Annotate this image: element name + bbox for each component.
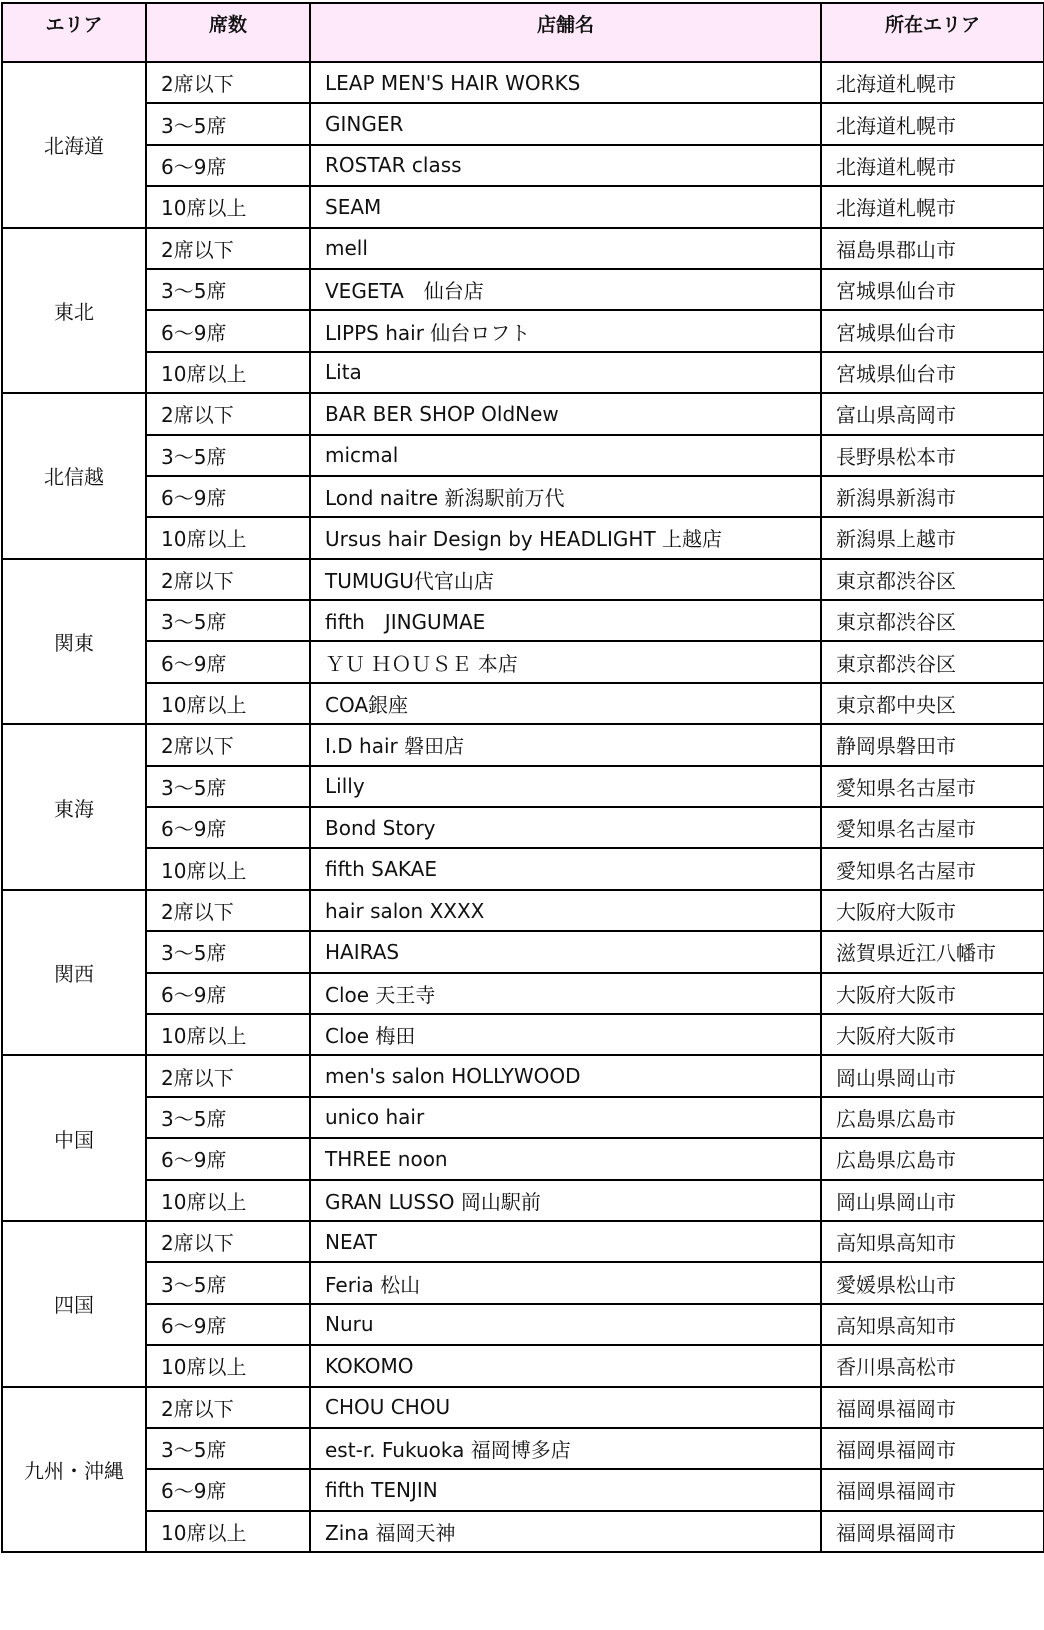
seats-cell: 2席以下	[146, 393, 310, 434]
store-name-cell: KOKOMO	[310, 1345, 821, 1386]
table-row	[2, 1262, 1044, 1303]
seats-cell: 6～9席	[146, 145, 310, 186]
store-name-cell: Cloe 天王寺	[310, 973, 821, 1014]
location-cell: 新潟県新潟市	[821, 476, 1044, 517]
seats-cell: 2席以下	[146, 1387, 310, 1428]
store-name-cell: Feria 松山	[310, 1262, 821, 1303]
table-row	[2, 683, 1044, 724]
location-cell: 福岡県福岡市	[821, 1469, 1044, 1510]
table-row	[2, 600, 1044, 641]
location-cell: 愛知県名古屋市	[821, 848, 1044, 889]
seats-cell: 10席以上	[146, 186, 310, 227]
store-name-cell: fifth JINGUMAE	[310, 600, 821, 641]
location-cell: 北海道札幌市	[821, 103, 1044, 144]
seats-cell: 3～5席	[146, 103, 310, 144]
table-row	[2, 848, 1044, 889]
table-row	[2, 973, 1044, 1014]
area-cell: 東海	[2, 724, 146, 890]
location-cell: 宮城県仙台市	[821, 352, 1044, 393]
store-name-cell: hair salon XXXX	[310, 890, 821, 931]
location-cell: 長野県松本市	[821, 435, 1044, 476]
table-row	[2, 1304, 1044, 1345]
store-name-cell: Ursus hair Design by HEADLIGHT 上越店	[310, 517, 821, 558]
table-row	[2, 1180, 1044, 1221]
location-cell: 福岡県福岡市	[821, 1511, 1044, 1552]
table-body	[2, 62, 1044, 1552]
header-area: エリア	[2, 3, 146, 62]
store-name-cell: BAR BER SHOP OldNew	[310, 393, 821, 434]
seats-cell: 10席以上	[146, 1180, 310, 1221]
location-cell: 岡山県岡山市	[821, 1180, 1044, 1221]
table-row	[2, 641, 1044, 682]
table-row	[2, 310, 1044, 351]
table-row	[2, 1511, 1044, 1552]
table-row	[2, 1345, 1044, 1386]
salon-table	[1, 2, 1044, 1553]
location-cell: 福島県郡山市	[821, 228, 1044, 269]
area-cell: 関東	[2, 559, 146, 725]
store-name-cell: est-r. Fukuoka 福岡博多店	[310, 1428, 821, 1469]
seats-cell: 2席以下	[146, 228, 310, 269]
header-store-name: 店舗名	[310, 3, 821, 62]
area-cell: 中国	[2, 1055, 146, 1221]
table-row	[2, 890, 1044, 931]
location-cell: 広島県広島市	[821, 1097, 1044, 1138]
seats-cell: 3～5席	[146, 1428, 310, 1469]
seats-cell: 10席以上	[146, 848, 310, 889]
location-cell: 愛知県名古屋市	[821, 766, 1044, 807]
table-row	[2, 724, 1044, 765]
location-cell: 宮城県仙台市	[821, 269, 1044, 310]
location-cell: 広島県広島市	[821, 1138, 1044, 1179]
location-cell: 大阪府大阪市	[821, 1014, 1044, 1055]
table-row	[2, 393, 1044, 434]
seats-cell: 3～5席	[146, 931, 310, 972]
area-cell: 東北	[2, 228, 146, 394]
header-location: 所在エリア	[821, 3, 1044, 62]
area-cell: 北海道	[2, 62, 146, 228]
location-cell: 大阪府大阪市	[821, 890, 1044, 931]
table-row	[2, 476, 1044, 517]
store-name-cell: GRAN LUSSO 岡山駅前	[310, 1180, 821, 1221]
seats-cell: 3～5席	[146, 1097, 310, 1138]
table-row	[2, 1014, 1044, 1055]
location-cell: 香川県高松市	[821, 1345, 1044, 1386]
seats-cell: 6～9席	[146, 1138, 310, 1179]
seats-cell: 3～5席	[146, 766, 310, 807]
store-name-cell: SEAM	[310, 186, 821, 227]
seats-cell: 6～9席	[146, 1469, 310, 1510]
location-cell: 北海道札幌市	[821, 145, 1044, 186]
table-row	[2, 1138, 1044, 1179]
table-row	[2, 1055, 1044, 1096]
store-name-cell: unico hair	[310, 1097, 821, 1138]
store-name-cell: mell	[310, 228, 821, 269]
location-cell: 新潟県上越市	[821, 517, 1044, 558]
store-name-cell: GINGER	[310, 103, 821, 144]
seats-cell: 2席以下	[146, 62, 310, 103]
location-cell: 高知県高知市	[821, 1304, 1044, 1345]
location-cell: 福岡県福岡市	[821, 1428, 1044, 1469]
area-cell: 九州・沖縄	[2, 1387, 146, 1553]
table-row	[2, 435, 1044, 476]
location-cell: 東京都中央区	[821, 683, 1044, 724]
store-name-cell: Cloe 梅田	[310, 1014, 821, 1055]
location-cell: 静岡県磐田市	[821, 724, 1044, 765]
store-name-cell: COA銀座	[310, 683, 821, 724]
seats-cell: 10席以上	[146, 352, 310, 393]
table-row	[2, 766, 1044, 807]
store-name-cell: Bond Story	[310, 807, 821, 848]
table-row	[2, 269, 1044, 310]
seats-cell: 6～9席	[146, 807, 310, 848]
area-cell: 関西	[2, 890, 146, 1056]
table-row	[2, 103, 1044, 144]
store-name-cell: Zina 福岡天神	[310, 1511, 821, 1552]
seats-cell: 3～5席	[146, 600, 310, 641]
seats-cell: 2席以下	[146, 1055, 310, 1096]
store-name-cell: I.D hair 磐田店	[310, 724, 821, 765]
area-cell: 四国	[2, 1221, 146, 1387]
seats-cell: 10席以上	[146, 683, 310, 724]
location-cell: 滋賀県近江八幡市	[821, 931, 1044, 972]
location-cell: 北海道札幌市	[821, 62, 1044, 103]
area-cell: 北信越	[2, 393, 146, 559]
table-row	[2, 145, 1044, 186]
table-row	[2, 352, 1044, 393]
table-row	[2, 62, 1044, 103]
table-row	[2, 807, 1044, 848]
location-cell: 宮城県仙台市	[821, 310, 1044, 351]
table-row	[2, 931, 1044, 972]
location-cell: 東京都渋谷区	[821, 600, 1044, 641]
seats-cell: 6～9席	[146, 310, 310, 351]
seats-cell: 6～9席	[146, 973, 310, 1014]
store-name-cell: VEGETA 仙台店	[310, 269, 821, 310]
store-name-cell: TUMUGU代官山店	[310, 559, 821, 600]
location-cell: 北海道札幌市	[821, 186, 1044, 227]
table-row	[2, 1469, 1044, 1510]
seats-cell: 6～9席	[146, 476, 310, 517]
seats-cell: 2席以下	[146, 724, 310, 765]
seats-cell: 3～5席	[146, 435, 310, 476]
location-cell: 岡山県岡山市	[821, 1055, 1044, 1096]
seats-cell: 10席以上	[146, 1511, 310, 1552]
location-cell: 高知県高知市	[821, 1221, 1044, 1262]
table-row	[2, 186, 1044, 227]
store-name-cell: LIPPS hair 仙台ロフト	[310, 310, 821, 351]
table-row	[2, 1097, 1044, 1138]
location-cell: 愛知県名古屋市	[821, 807, 1044, 848]
header-seats: 席数	[146, 3, 310, 62]
table-row	[2, 559, 1044, 600]
seats-cell: 10席以上	[146, 1014, 310, 1055]
seats-cell: 2席以下	[146, 1221, 310, 1262]
location-cell: 愛媛県松山市	[821, 1262, 1044, 1303]
location-cell: 福岡県福岡市	[821, 1387, 1044, 1428]
store-name-cell: LEAP MEN'S HAIR WORKS	[310, 62, 821, 103]
seats-cell: 2席以下	[146, 890, 310, 931]
store-name-cell: ROSTAR class	[310, 145, 821, 186]
store-name-cell: CHOU CHOU	[310, 1387, 821, 1428]
table-row	[2, 517, 1044, 558]
seats-cell: 10席以上	[146, 1345, 310, 1386]
seats-cell: 6～9席	[146, 641, 310, 682]
store-name-cell: NEAT	[310, 1221, 821, 1262]
store-name-cell: fifth SAKAE	[310, 848, 821, 889]
header-row	[2, 3, 1044, 62]
location-cell: 富山県高岡市	[821, 393, 1044, 434]
store-name-cell: Lond naitre 新潟駅前万代	[310, 476, 821, 517]
table-header	[2, 3, 1044, 62]
location-cell: 大阪府大阪市	[821, 973, 1044, 1014]
seats-cell: 10席以上	[146, 517, 310, 558]
table-row	[2, 228, 1044, 269]
store-name-cell: HAIRAS	[310, 931, 821, 972]
store-name-cell: Lilly	[310, 766, 821, 807]
table-row	[2, 1221, 1044, 1262]
store-name-cell: ＹＵ ＨＯＵＳＥ 本店	[310, 641, 821, 682]
store-name-cell: micmal	[310, 435, 821, 476]
store-name-cell: men's salon HOLLYWOOD	[310, 1055, 821, 1096]
seats-cell: 2席以下	[146, 559, 310, 600]
seats-cell: 3～5席	[146, 269, 310, 310]
store-name-cell: fifth TENJIN	[310, 1469, 821, 1510]
seats-cell: 3～5席	[146, 1262, 310, 1303]
store-name-cell: Lita	[310, 352, 821, 393]
table-row	[2, 1387, 1044, 1428]
table-row	[2, 1428, 1044, 1469]
seats-cell: 6～9席	[146, 1304, 310, 1345]
store-name-cell: THREE noon	[310, 1138, 821, 1179]
store-name-cell: Nuru	[310, 1304, 821, 1345]
location-cell: 東京都渋谷区	[821, 641, 1044, 682]
location-cell: 東京都渋谷区	[821, 559, 1044, 600]
